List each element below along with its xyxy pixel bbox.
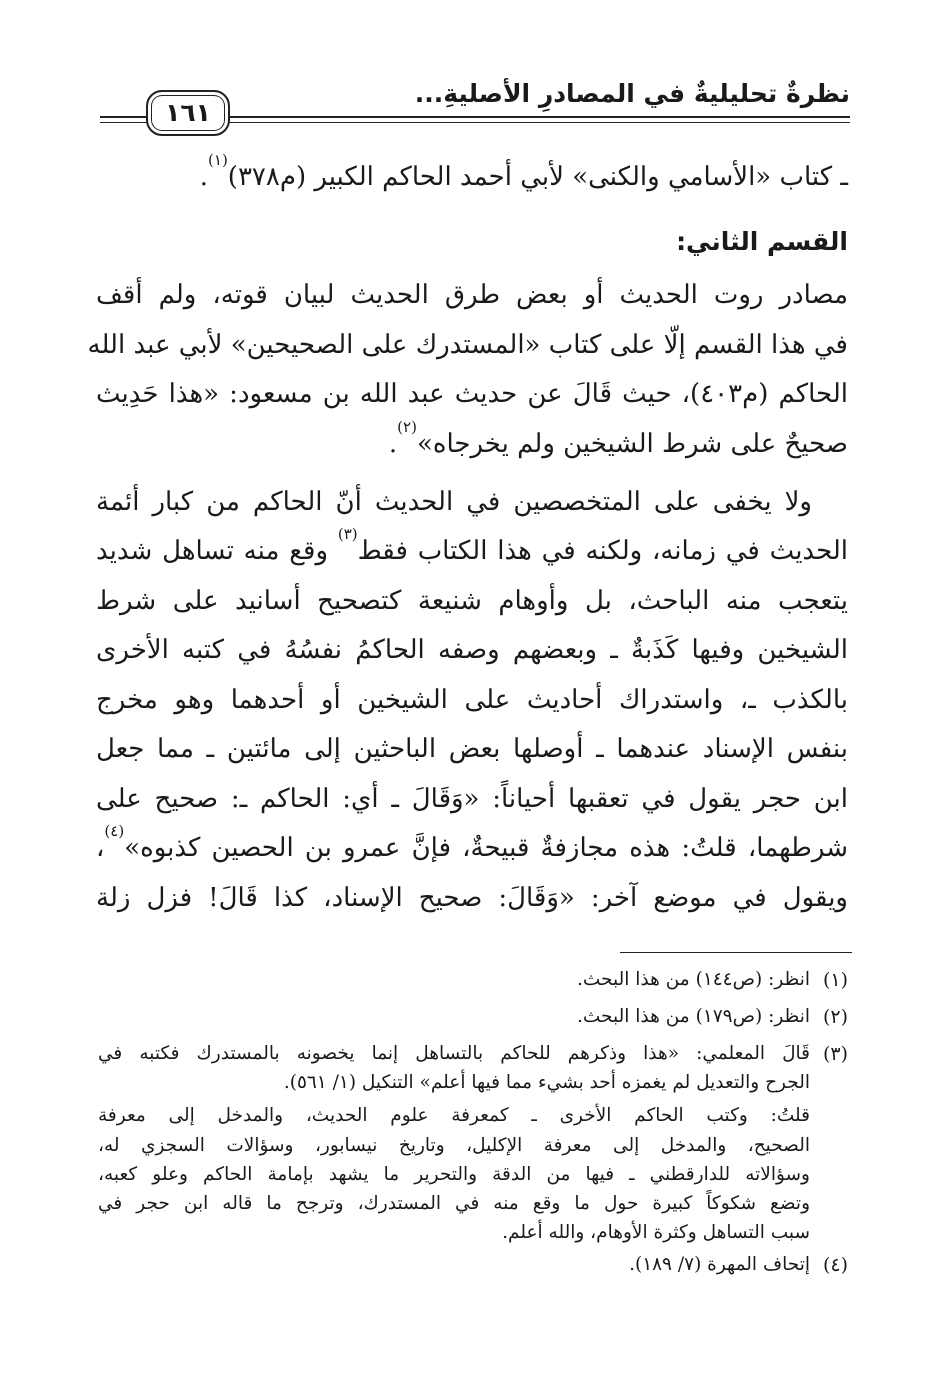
footnote-text: قلتُ: وكتب الحاكم الأخرى ـ كمعرفة علوم الحديث، والمدخل إلى معرفة bbox=[98, 1105, 810, 1126]
footnote-text: الجرح والتعديل لم يغمزه أحد بشيء مما فيها أعلم» التنكيل (١/ ٥٦١). bbox=[283, 1072, 810, 1093]
paragraph-line bbox=[96, 822, 848, 871]
paragraph-line bbox=[96, 525, 849, 574]
paragraph-text: الحديث في زمانه، ولكنه في هذا الكتاب فقط bbox=[357, 536, 849, 566]
paragraph-text: شرطهما، قلتُ: هذه مجازفةٌ قبيحةٌ، فإنَّ عمرو بن الحصين كذبوه» bbox=[124, 833, 848, 863]
paragraph-text: صحيحٌ على شرط الشيخين ولم يخرجاه» bbox=[416, 429, 848, 459]
footnote-ref: (٣) bbox=[337, 525, 358, 543]
footnote-text: الصحيح، والمدخل إلى معرفة الإكليل، وتاريخ نيسابور، وسؤالات السجزي له، bbox=[98, 1135, 810, 1156]
footnote-text: وتضع شكوكاً كبيرة حول ما وقع منه في المستدرك، وترجح ما قاله ابن حجر في bbox=[98, 1193, 810, 1214]
paragraph-line: بنفس الإسناد عندهما ـ أوصلها بعض الباحثين إلى مائتين ـ مما جعل bbox=[96, 734, 849, 764]
footnote-number: (٣) bbox=[822, 1043, 848, 1065]
footnote-text: انظر: (ص١٤٤) من هذا البحث. bbox=[577, 969, 810, 990]
paragraph-line: ولا يخفى على المتخصصين في الحديث أنّ الحاكم من كبار أئمة bbox=[96, 487, 812, 517]
page-number: ١٦١ bbox=[146, 90, 230, 136]
footnote-number: (١) bbox=[822, 969, 848, 991]
footnote-ref: (١) bbox=[208, 151, 228, 169]
paragraph-line bbox=[96, 418, 848, 467]
footnote-ref: (٢) bbox=[397, 418, 417, 436]
paragraph-text: وقع منه تساهل شديد bbox=[96, 536, 338, 566]
intro-text: ـ كتاب «الأسامي والكنى» لأبي أحمد الحاكم الكبير (م٣٧٨) bbox=[227, 162, 848, 192]
footnote-text: إتحاف المهرة (٧/ ١٨٩). bbox=[629, 1254, 810, 1275]
paragraph-line: يتعجب منه الباحث، بل وأوهام شنيعة كتصحيح أسانيد على شرط bbox=[96, 586, 848, 616]
running-header-title: نظرةٌ تحليليةٌ في المصادرِ الأصليةِ... bbox=[414, 79, 850, 108]
paragraph-line: مصادر روت الحديث أو بعض طرق الحديث لبيان قوته، ولم أقف bbox=[96, 280, 848, 310]
paragraph-end: . bbox=[388, 429, 398, 459]
footnote-number: (٤) bbox=[822, 1254, 848, 1276]
footnote-text: وسؤالاته للدارقطني ـ فيها من الدقة والتحرير ما يشهد بإمامة الحاكم وعلو كعبه، bbox=[98, 1164, 810, 1185]
paragraph-line: الحاكم (م٤٠٣)، حيث قَالَ عن حديث عبد الله بن مسعود: «هذا حَدِيث bbox=[96, 379, 848, 409]
paragraph-line: ويقول في موضع آخر: «وَقَالَ: صحيح الإسناد، كذا قَالَ! فزل زلة bbox=[96, 883, 848, 913]
paragraph-line: الشيخين وفيها كَذَبةٌ ـ وبعضهم وصفه الحاكمُ نفسُهُ في كتبه الأخرى bbox=[96, 635, 848, 665]
footnote-separator bbox=[620, 952, 852, 953]
paragraph-text: ، bbox=[96, 833, 105, 863]
footnote-ref: (٤) bbox=[104, 822, 125, 840]
paragraph-line: في هذا القسم إلّا على كتاب «المستدرك على الصحيحين» لأبي عبد الله bbox=[87, 330, 848, 360]
intro-line bbox=[96, 151, 848, 200]
footnote-text: قَالَ المعلمي: «هذا وذكرهم للحاكم بالتساهل إنما يخصونه بالمستدرك فكتبه في bbox=[98, 1043, 810, 1064]
paragraph-line: بالكذب ـ، واستدراك أحاديث على الشيخين أو أحدهما وهو مخرج bbox=[96, 685, 848, 715]
footnote-text: انظر: (ص١٧٩) من هذا البحث. bbox=[577, 1006, 810, 1027]
intro-end: . bbox=[199, 162, 209, 192]
footnote-text: سبب التساهل وكثرة الأوهام، والله أعلم. bbox=[502, 1222, 810, 1243]
footnote-number: (٢) bbox=[822, 1006, 848, 1028]
section-heading: القسم الثاني: bbox=[676, 227, 848, 256]
paragraph-line: ابن حجر يقول في تعقبها أحياناً: «وَقَالَ ـ أي: الحاكم ـ: صحيح على bbox=[96, 784, 848, 814]
